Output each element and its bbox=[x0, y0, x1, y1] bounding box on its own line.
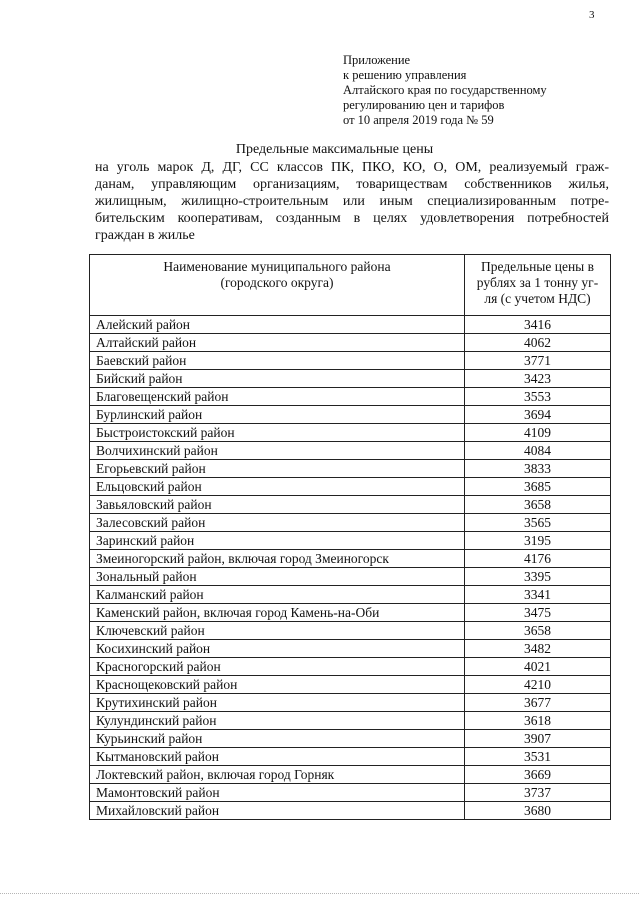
table-row bbox=[90, 622, 611, 640]
table-row bbox=[90, 748, 611, 766]
table-body bbox=[90, 316, 611, 820]
district-name-cell: Кытмановский район bbox=[90, 748, 465, 766]
table-row bbox=[90, 496, 611, 514]
district-name-cell: Кулундинский район bbox=[90, 712, 465, 730]
price-cell: 4021 bbox=[465, 658, 611, 676]
district-name-cell: Завьяловский район bbox=[90, 496, 465, 514]
subtitle-line: бительским кооперативам, созданным в целях удовлетворения потребностей bbox=[95, 211, 609, 226]
price-cell: 3680 bbox=[465, 802, 611, 820]
page-number: 3 bbox=[589, 9, 595, 21]
header-text: рублях за 1 тонну уг- bbox=[476, 275, 599, 290]
district-name-cell: Алейский район bbox=[90, 316, 465, 334]
price-cell: 3482 bbox=[465, 640, 611, 658]
district-name-cell: Ельцовский район bbox=[90, 478, 465, 496]
table-row bbox=[90, 424, 611, 442]
table-row bbox=[90, 316, 611, 334]
table-row bbox=[90, 694, 611, 712]
district-name-cell: Красногорский район bbox=[90, 658, 465, 676]
district-name-cell: Быстроистокский район bbox=[90, 424, 465, 442]
document-subtitle bbox=[95, 159, 609, 227]
district-name-cell: Локтевский район, включая город Горняк bbox=[90, 766, 465, 784]
table-row bbox=[90, 478, 611, 496]
price-cell: 4176 bbox=[465, 550, 611, 568]
table-row bbox=[90, 730, 611, 748]
price-cell: 3195 bbox=[465, 532, 611, 550]
header-text: ля (с учетом НДС) bbox=[484, 291, 591, 306]
appendix-line: регулированию цен и тарифов bbox=[343, 98, 505, 112]
price-cell: 3685 bbox=[465, 478, 611, 496]
table-row bbox=[90, 334, 611, 352]
price-cell: 3416 bbox=[465, 316, 611, 334]
subtitle-line: данам, управляющим организациям, товариществам собственников жилья, bbox=[95, 177, 609, 192]
price-cell: 3677 bbox=[465, 694, 611, 712]
district-name-cell: Бийский район bbox=[90, 370, 465, 388]
subtitle-line: жилищным, жилищно-строительным или иным специализированным потре- bbox=[95, 194, 609, 209]
table-row bbox=[90, 550, 611, 568]
price-cell: 4084 bbox=[465, 442, 611, 460]
table-row bbox=[90, 784, 611, 802]
district-name-cell: Алтайский район bbox=[90, 334, 465, 352]
price-cell: 4210 bbox=[465, 676, 611, 694]
document-title: Предельные максимальные цены bbox=[235, 142, 434, 157]
table-row bbox=[90, 370, 611, 388]
price-cell: 3694 bbox=[465, 406, 611, 424]
table-row bbox=[90, 586, 611, 604]
table-row bbox=[90, 802, 611, 820]
appendix-line: Алтайского края по государственному bbox=[343, 83, 547, 97]
district-name-cell: Бурлинский район bbox=[90, 406, 465, 424]
header-text: Наименование муниципального района bbox=[163, 259, 391, 274]
header-text: Предельные цены в bbox=[481, 259, 594, 274]
appendix-line: от 10 апреля 2019 года № 59 bbox=[343, 113, 494, 127]
price-cell: 3553 bbox=[465, 388, 611, 406]
table-row bbox=[90, 712, 611, 730]
district-name-cell: Каменский район, включая город Камень-на-Оби bbox=[90, 604, 465, 622]
price-cell: 3475 bbox=[465, 604, 611, 622]
table-row bbox=[90, 568, 611, 586]
page-bottom-divider bbox=[0, 893, 639, 894]
district-name-cell: Калманский район bbox=[90, 586, 465, 604]
price-cell: 3771 bbox=[465, 352, 611, 370]
district-name-cell: Краснощековский район bbox=[90, 676, 465, 694]
district-name-cell: Егорьевский район bbox=[90, 460, 465, 478]
price-cell: 3737 bbox=[465, 784, 611, 802]
header-district-name bbox=[90, 255, 465, 316]
table-row bbox=[90, 604, 611, 622]
price-cell: 3531 bbox=[465, 748, 611, 766]
price-cell: 3341 bbox=[465, 586, 611, 604]
subtitle-line: на уголь марок Д, ДГ, СС классов ПК, ПКО, КО, О, ОМ, реализуемый граж- bbox=[95, 160, 609, 175]
price-table bbox=[89, 254, 611, 820]
table-row bbox=[90, 766, 611, 784]
subtitle-line: граждан в жилье bbox=[95, 228, 195, 243]
district-name-cell: Благовещенский район bbox=[90, 388, 465, 406]
district-name-cell: Мамонтовский район bbox=[90, 784, 465, 802]
district-name-cell: Косихинский район bbox=[90, 640, 465, 658]
district-name-cell: Михайловский район bbox=[90, 802, 465, 820]
price-cell: 3423 bbox=[465, 370, 611, 388]
district-name-cell: Курьинский район bbox=[90, 730, 465, 748]
price-cell: 3565 bbox=[465, 514, 611, 532]
price-cell: 4062 bbox=[465, 334, 611, 352]
appendix-line: к решению управления bbox=[343, 68, 467, 82]
table-row bbox=[90, 352, 611, 370]
price-cell: 3618 bbox=[465, 712, 611, 730]
district-name-cell: Баевский район bbox=[90, 352, 465, 370]
table-row bbox=[90, 460, 611, 478]
header-text: (городского округа) bbox=[220, 275, 334, 290]
price-cell: 4109 bbox=[465, 424, 611, 442]
price-cell: 3669 bbox=[465, 766, 611, 784]
table-header-row bbox=[90, 255, 611, 316]
district-name-cell: Заринский район bbox=[90, 532, 465, 550]
district-name-cell: Крутихинский район bbox=[90, 694, 465, 712]
appendix-line: Приложение bbox=[343, 53, 411, 67]
district-name-cell: Волчихинский район bbox=[90, 442, 465, 460]
table-row bbox=[90, 640, 611, 658]
price-cell: 3395 bbox=[465, 568, 611, 586]
district-name-cell: Змеиногорский район, включая город Змеиногорск bbox=[90, 550, 465, 568]
district-name-cell: Ключевский район bbox=[90, 622, 465, 640]
table-row bbox=[90, 532, 611, 550]
price-cell: 3658 bbox=[465, 622, 611, 640]
district-name-cell: Залесовский район bbox=[90, 514, 465, 532]
district-name-cell: Зональный район bbox=[90, 568, 465, 586]
table-row bbox=[90, 514, 611, 532]
price-cell: 3833 bbox=[465, 460, 611, 478]
price-cell: 3907 bbox=[465, 730, 611, 748]
table-row bbox=[90, 406, 611, 424]
price-cell: 3658 bbox=[465, 496, 611, 514]
appendix-block bbox=[343, 53, 547, 128]
table-row bbox=[90, 676, 611, 694]
table-row bbox=[90, 658, 611, 676]
table-row bbox=[90, 442, 611, 460]
header-price bbox=[465, 255, 611, 316]
table-row bbox=[90, 388, 611, 406]
